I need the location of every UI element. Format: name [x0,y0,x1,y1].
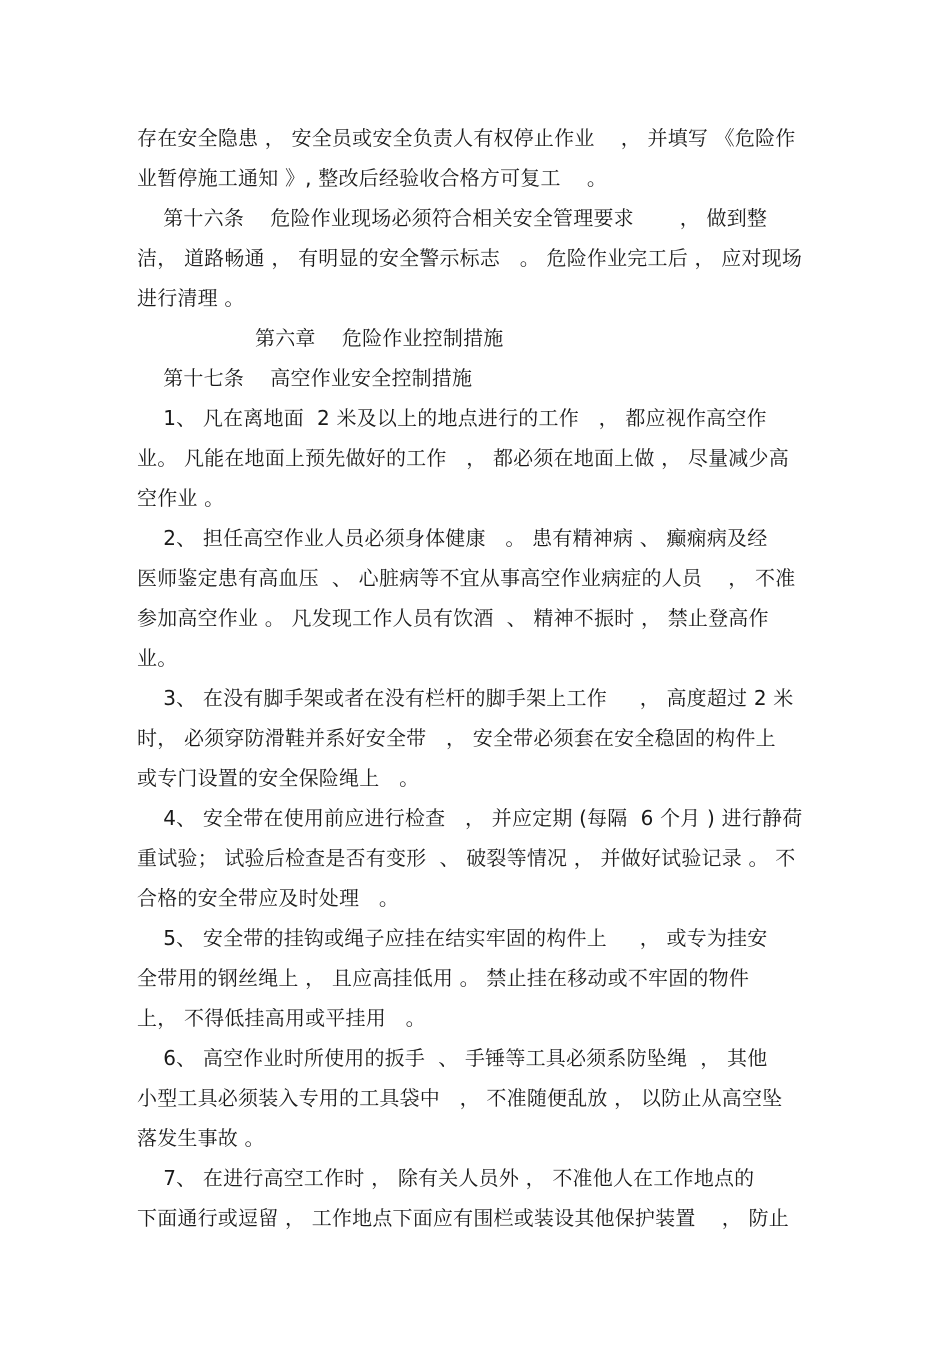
text-line: 下面通行或逗留 ， 工作地点下面应有围栏或装设其他保护装置 ， 防止 [137,1206,789,1230]
text-line: 7、 在进行高空工作时 ， 除有关人员外 ， 不准他人在工作地点的 [137,1166,755,1190]
text-line: 空作业 。 [137,486,225,510]
text-line: 全带用的钢丝绳上 ， 且应高挂低用 。 禁止挂在移动或不牢固的物件 [137,966,750,990]
text-line: 医师鉴定患有高血压 、 心脏病等不宜从事高空作业病症的人员 ， 不准 [137,566,796,590]
text-line: 洁， 道路畅通 ， 有明显的安全警示标志 。 危险作业完工后 ， 应对现场 [137,246,803,270]
text-line: 1、 凡在离地面 2 米及以上的地点进行的工作 ， 都应视作高空作 [137,406,767,430]
text-line: 第十六条 危险作业现场必须符合相关安全管理要求 ， 做到整 [137,206,768,230]
text-line: 6、 高空作业时所使用的扳手 、 手锤等工具必须系防坠绳 ， 其他 [137,1046,768,1070]
text-line: 业。 凡能在地面上预先做好的工作 ， 都必须在地面上做 ， 尽量减少高 [137,446,789,470]
text-line: 存在安全隐患 ， 安全员或安全负责人有权停止作业 ， 并填写 《危险作 [137,126,796,150]
text-line: 或专门设置的安全保险绳上 。 [137,766,420,790]
text-line: 5、 安全带的挂钩或绳子应挂在结实牢固的构件上 ， 或专为挂安 [137,926,768,950]
text-line: 3、 在没有脚手架或者在没有栏杆的脚手架上工作 ， 高度超过 2 米 [137,686,794,710]
text-line: 进行清理 。 [137,286,245,310]
text-line: 时， 必须穿防滑鞋并系好安全带 ， 安全带必须套在安全稳固的构件上 [137,726,776,750]
text-line: 重试验； 试验后检查是否有变形 、 破裂等情况 ， 并做好试验记录 。 不 [137,846,796,870]
text-line: 业暂停施工通知 》, 整改后经验收合格方可复工 。 [137,166,608,190]
text-line: 合格的安全带应及时处理 。 [137,886,400,910]
text-line: 2、 担任高空作业人员必须身体健康 。 患有精神病 、 癫痫病及经 [137,526,768,550]
article-heading: 第十七条 高空作业安全控制措施 [137,366,473,390]
chapter-heading: 第六章 危险作业控制措施 [137,326,504,350]
text-line: 落发生事故 。 [137,1126,265,1150]
text-line: 4、 安全带在使用前应进行检查 ， 并应定期 (每隔 6 个月 ) 进行静荷 [137,806,803,830]
text-line: 参加高空作业 。 凡发现工作人员有饮酒 、 精神不振时 ， 禁止登高作 [137,606,769,630]
text-line: 小型工具必须装入专用的工具袋中 ， 不准随便乱放 ， 以防止从高空坠 [137,1086,783,1110]
text-line: 业。 [137,646,178,670]
text-line: 上， 不得低挂高用或平挂用 。 [137,1006,426,1030]
